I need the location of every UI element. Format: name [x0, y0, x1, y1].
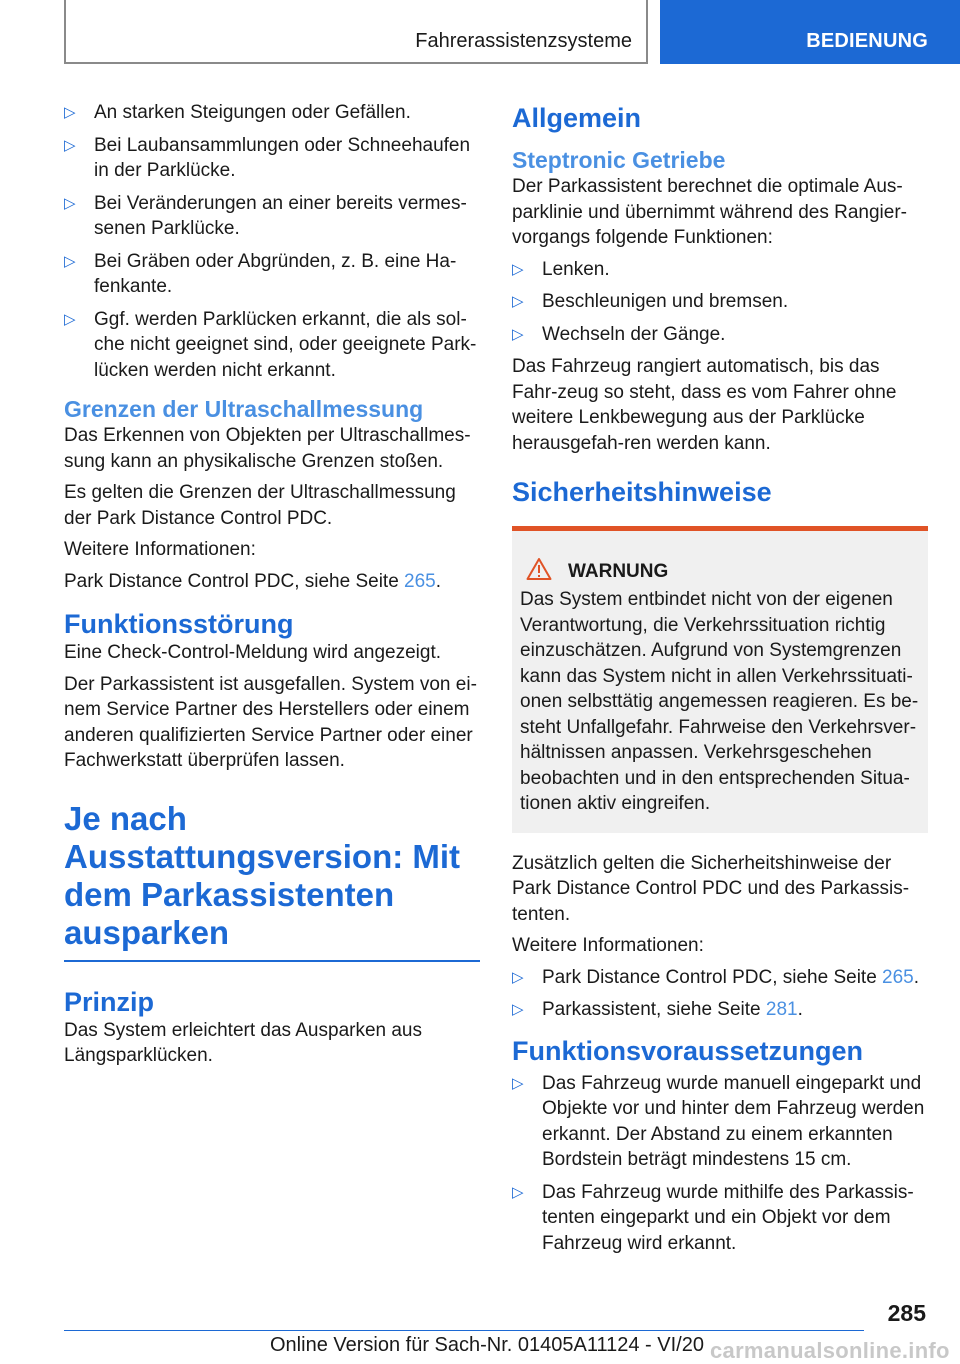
triangle-bullet-icon: ▷: [512, 1183, 524, 1201]
warning-header: [520, 557, 920, 583]
header-chapter-title: BEDIENUNG: [806, 30, 928, 52]
list-item: ▷ Bei Gräben oder Abgründen, z. B. eine Ha-fenkante.: [64, 250, 457, 297]
footer-divider: [64, 1330, 864, 1331]
heading-general: Allgemein: [512, 103, 642, 133]
triangle-bullet-icon: ▷: [512, 968, 524, 986]
list-item: ▷ Parkassistent, siehe Seite 281.: [512, 997, 928, 1023]
paragraph: Das Erkennen von Objekten per Ultraschallmes-sung kann an physikalische Grenzen stoßen.: [64, 425, 471, 472]
triangle-bullet-icon: ▷: [64, 194, 76, 212]
steptronic-bullet-list: [512, 257, 928, 348]
list-item: ▷ Das Fahrzeug wurde manuell eingeparkt und Objekte vor und hinter dem Fahrzeug werden erkannt. Der Abstand zu einem erkannten Bordstein beträgt mindestens 15 cm.: [512, 1072, 925, 1170]
paragraph: Eine Check-Control-Meldung wird angezeigt.: [64, 642, 442, 663]
list-item: ▷ Bei Laubansammlungen oder Schneehaufen in der Parklücke.: [64, 134, 471, 181]
page-link-281[interactable]: 281: [765, 999, 798, 1020]
heading-prerequisites: Funktionsvoraussetzungen: [512, 1035, 864, 1066]
header-chapter-tab[interactable]: [660, 0, 960, 64]
warning-box: [512, 526, 928, 833]
warning-text: Das System entbindet nicht von der eigenen Verantwortung, die Verkehrssituation richtig einzuschätzen. Aufgrund von Systemgrenzen kann das System nicht in allen Verkehrssituati-onen selbsttätig angemessen reagieren. Es be-steht Unfallgefahr. Fahrweise den Verkehrsver-hältnissen anpassen. Verkehrsgeschehen beobachten und in den entsprechenden Situa-tionen aktiv eingreifen.: [520, 589, 919, 814]
triangle-bullet-icon: ▷: [512, 1001, 524, 1018]
right-column: [512, 100, 928, 1263]
paragraph: Der Parkassistent berechnet die optimale Aus-parklinie und übernimmt während des Rangier-vorgangs folgende Funktionen:: [512, 176, 907, 248]
heading-malfunction: Funktionsstörung: [64, 609, 294, 639]
list-item: ▷ An starken Steigungen oder Gefällen.: [64, 100, 480, 126]
list-item: ▷ Wechseln der Gänge.: [512, 322, 928, 348]
list-item: ▷ Ggf. werden Parklücken erkannt, die als sol-che nicht geeignet sind, oder geeignete Park-lücken werden nicht erkannt.: [64, 308, 477, 381]
header-section-title: Fahrerassistenzsysteme: [415, 30, 632, 52]
page-link-265[interactable]: 265: [882, 966, 914, 988]
paragraph: Zusätzlich gelten die Sicherheitshinweise der Park Distance Control PDC und des Parkassis-tenten.: [512, 852, 910, 925]
triangle-bullet-icon: ▷: [512, 1074, 524, 1092]
watermark: carmanualsonline.info: [710, 1338, 950, 1363]
paragraph: Das System erleichtert das Ausparken aus Längsparklücken.: [64, 1019, 423, 1066]
paragraph: Der Parkassistent ist ausgefallen. System von ei-nem Service Partner des Herstellers oder einem anderen qualifizierten Service Partner oder einer Fachwerkstatt überprüfen lassen.: [64, 673, 477, 771]
list-item: ▷ Das Fahrzeug wurde mithilfe des Parkassis-tenten eingeparkt und ein Objekt vor dem Fahrzeug wird erkannt.: [512, 1181, 914, 1254]
reference-bullet-list: [512, 965, 928, 1023]
triangle-bullet-icon: ▷: [512, 260, 524, 278]
header-section-box: [64, 0, 648, 64]
paragraph: Es gelten die Grenzen der Ultraschallmessung der Park Distance Control PDC.: [64, 482, 456, 529]
heading-ultrasound-limits: Grenzen der Ultraschallmessung: [64, 396, 424, 422]
list-item: ▷ Bei Veränderungen an einer bereits vermes-senen Parklücke.: [64, 192, 467, 239]
page-link-265[interactable]: 265: [404, 570, 436, 592]
warning-triangle-icon: [526, 557, 552, 581]
left-column: [64, 100, 480, 1075]
heading-steptronic: Steptronic Getriebe: [512, 147, 726, 173]
triangle-bullet-icon: ▷: [512, 293, 524, 310]
triangle-bullet-icon: ▷: [64, 104, 76, 121]
paragraph: Weitere Informationen:: [64, 539, 256, 560]
paragraph: Weitere Informationen:: [512, 935, 704, 956]
page-number: 285: [887, 1300, 926, 1326]
triangle-bullet-icon: ▷: [64, 252, 76, 270]
triangle-bullet-icon: ▷: [64, 136, 76, 154]
triangle-bullet-icon: ▷: [512, 325, 524, 343]
list-item: ▷ Park Distance Control PDC, siehe Seite 265.: [512, 965, 928, 991]
heading-safety: Sicherheitshinweise: [512, 477, 772, 507]
limits-bullet-list: [64, 100, 480, 383]
prerequisites-bullet-list: [512, 1071, 928, 1257]
list-item: ▷ Beschleunigen und bremsen.: [512, 289, 928, 315]
footer-online-version: Online Version für Sach-Nr. 01405A11124 - VI/20: [270, 1334, 704, 1356]
heading-principle: Prinzip: [64, 986, 155, 1017]
list-item: ▷ Lenken.: [512, 257, 928, 283]
triangle-bullet-icon: ▷: [64, 310, 76, 328]
heading-park-out-assistant: Je nach Ausstattungsversion: Mit dem Parkassistenten ausparken: [64, 800, 480, 962]
paragraph: Park Distance Control PDC, siehe Seite 265.: [64, 570, 442, 592]
warning-title: WARNUNG: [568, 561, 669, 582]
paragraph: Das Fahrzeug rangiert automatisch, bis das Fahr-zeug so steht, dass es vom Fahrer ohne weitere Lenkbewegung aus der Parklücke herausgefah-ren werden kann.: [512, 356, 897, 454]
